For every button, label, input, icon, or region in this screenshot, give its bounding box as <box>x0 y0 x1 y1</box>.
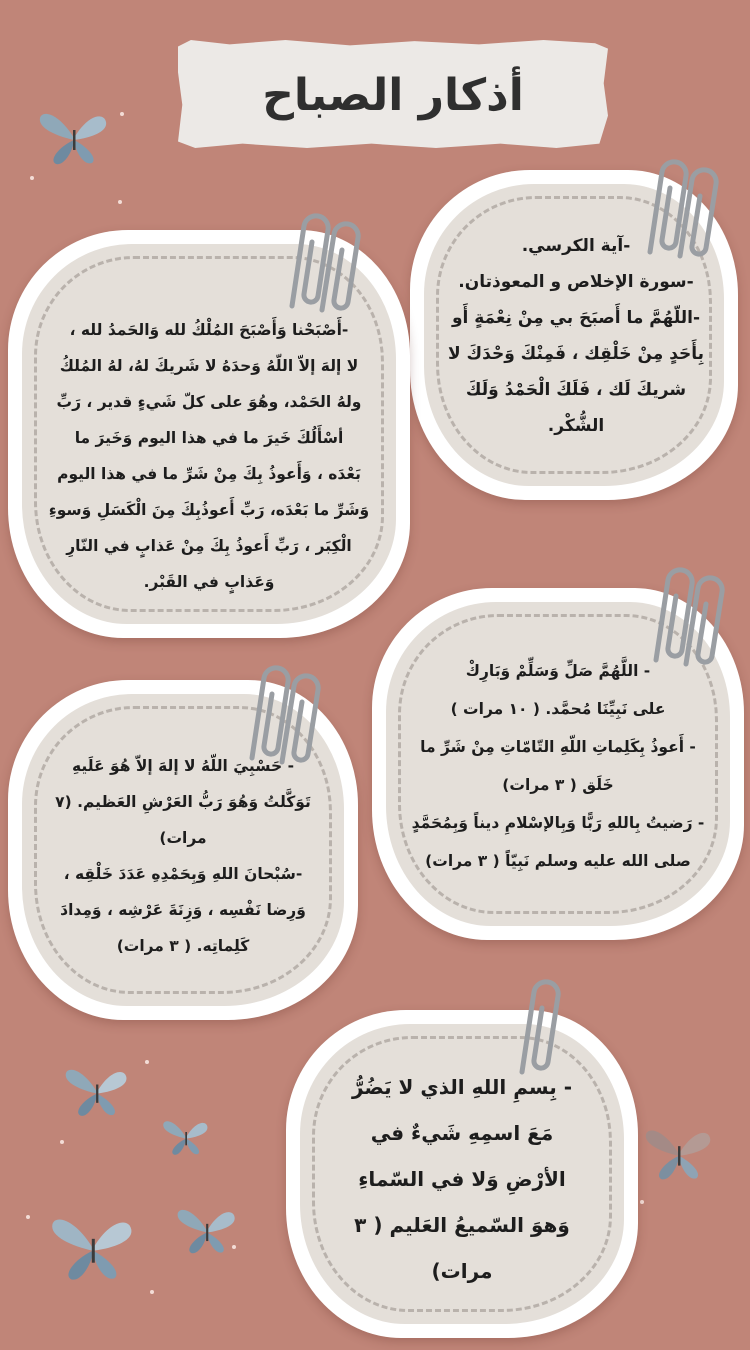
text-line: تَوَكَّلتُ وَهُوَ رَبُّ العَرْشِ العَظيم. (٧ <box>55 793 311 811</box>
text-line: مَعَ اسمِهِ شَيءٌ في <box>370 1121 554 1145</box>
text-line: مرات) <box>159 829 207 847</box>
card-text <box>396 652 720 880</box>
text-line: وَشَرِّ ما بَعْدَه، رَبِّ أَعوذُبِكَ مِنَ الْكَسَلِ وَسوءِ <box>48 501 370 519</box>
text-line: - اللَّهُمَّ صَلِّ وَسَلِّمْ وَبَارِكْ <box>465 662 651 680</box>
text-line: بَعْدَه ، وَأَعوذُ بِكَ مِنْ شَرِّ ما في هذا اليوم <box>57 465 361 483</box>
card-text <box>32 312 386 600</box>
paperclip-icon <box>630 152 730 262</box>
text-line: أسْأَلُكَ خَيرَ ما في هذا اليوم وَخَيرَ ما <box>74 429 344 447</box>
text-line: - بِسمِ اللهِ الذي لا يَضُرُّ <box>351 1075 573 1099</box>
text-line: الشُّكْر. <box>547 416 605 436</box>
text-line: وَهوَ السّميعُ العَليم ( ٣ <box>354 1213 570 1237</box>
text-line: - رَضيتُ بِاللهِ رَبًّا وَبِالإسْلامِ ديناً وَبِمُحَمَّدٍ <box>411 814 705 832</box>
paperclip-icon <box>508 972 568 1082</box>
paperclip-icon <box>272 206 372 316</box>
butterfly-icon <box>644 1100 714 1204</box>
text-line: خَلَق ( ٣ مرات) <box>502 776 614 794</box>
text-line: الْكِبَر ، رَبِّ أَعوذُ بِكَ مِنْ عَذابٍ في النّارِ <box>66 537 352 555</box>
text-line: -آية الكرسي. <box>521 236 631 256</box>
text-line: -سورة الإخلاص و المعوذتان. <box>458 272 694 292</box>
text-line: وَرِضا نَفْسِه ، وَزِنَةَ عَرْشِه ، وَمِدادَ <box>60 901 306 919</box>
text-line: على نَبِيِّنَا مُحمَّد. ( ١٠ مرات ) <box>450 700 666 718</box>
text-line: الأرْضِ وَلا في السّماءِ <box>358 1167 566 1191</box>
sparkle <box>145 1060 149 1064</box>
text-line: -أَصْبَحْنا وَأَصْبَحَ المُلْكُ لله وَالحَمدُ لله ، <box>69 321 349 339</box>
text-line: لا إلهَ إلاّ اللّهُ وَحدَهُ لا شَريكَ لهُ، لهُ المُلكُ <box>59 357 359 375</box>
text-line: - حَسْبِيَ اللّهُ لا إلهَ إلاّ هُوَ عَلَيهِ <box>71 757 295 775</box>
butterfly-icon <box>38 106 110 166</box>
text-line: -اللّهُمَّ ما أَصبَحَ بي مِنْ نِعْمَةٍ أَو <box>451 308 701 328</box>
sparkle <box>120 112 124 116</box>
sparkle <box>30 176 34 180</box>
paperclip-icon <box>232 658 332 768</box>
text-line: - أَعوذُ بِكَلِماتِ اللّهِ التّامّاتِ مِنْ شَرِّ ما <box>420 738 696 756</box>
sparkle <box>150 1290 154 1294</box>
card-text <box>30 748 336 964</box>
text-line: صلى الله عليه وسلم نَبِيّاً ( ٣ مرات) <box>425 852 691 870</box>
sparkle <box>118 200 122 204</box>
text-line: ولهُ الحَمْد، وهُوَ على كلّ شَيءٍ قدير ، رَبِّ <box>56 393 362 411</box>
text-line: بِأَحَدٍ مِنْ خَلْقِك ، فَمِنْكَ وَحْدَكَ لا <box>447 344 705 364</box>
sparkle <box>26 1215 30 1219</box>
text-line: -سُبْحانَ اللهِ وَبِحَمْدِهِ عَدَدَ خَلْقِه ، <box>63 865 303 883</box>
butterfly-icon <box>176 1196 238 1262</box>
sparkle <box>60 1140 64 1144</box>
butterfly-icon <box>162 1116 210 1156</box>
paperclip-icon <box>636 560 736 670</box>
butterfly-icon <box>50 1200 136 1292</box>
text-line: مرات) <box>431 1259 493 1283</box>
butterfly-icon <box>64 1062 130 1118</box>
card-text <box>322 1064 602 1294</box>
text-line: كَلِماتِه. ( ٣ مرات) <box>116 937 250 955</box>
text-line: وَعَذابٍ في القَبْر. <box>143 573 275 591</box>
page-title: أذكار الصباح <box>262 69 524 121</box>
text-line: شريكَ لَك ، فَلَكَ الْحَمْدُ وَلَكَ <box>465 380 687 400</box>
card-bottom <box>286 1010 638 1338</box>
